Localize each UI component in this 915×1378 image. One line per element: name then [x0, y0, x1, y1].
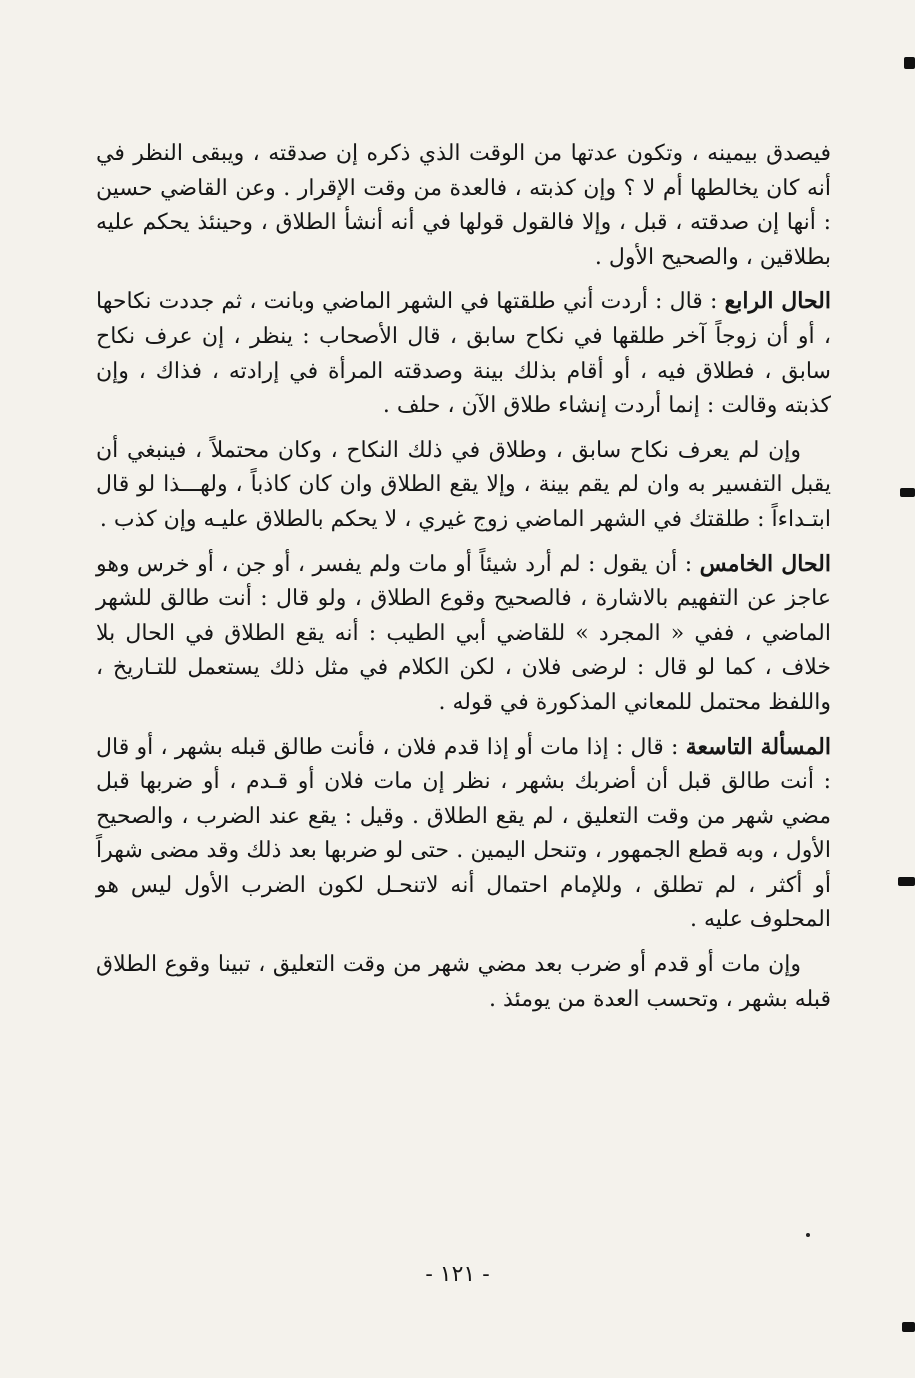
paragraph-text: : قال : إذا مات أو إذا قدم فلان ، فأنت طالق قبله بشهر ، أو قال : أنت طالق قبل أن أضربك بشهر ، نظر إن مات فلان أو قـدم ، أو ضربها قبل مضي شهر من وقت التعليق ، لم يقع الطلاق . وقيل : يقع عند الضرب ، والصحيح الأول ، وبه قطع الجمهور ، وتنحل اليمين . حتى لو ضربها بعد ذلك وقد مضى شهراً أو أكثر ، لم تطلق ، وللإمام احتمال أنه لاتنحـل لكون الضرب الأول ليس هو المحلوف عليه .: [96, 734, 831, 933]
paragraph-text: فيصدق بيمينه ، وتكون عدتها من الوقت الذي ذكره إن صدقته ، ويبقى النظر في أنه كان يخالطها أم لا ؟ وإن كذبته ، فالعدة من وقت الإقرار . وعن القاضي حسين : أنها إن صدقته ، قبل ، وإلا فالقول قولها في أنه أنشأ الطلاق ، وحينئذ يحكم عليه بطلاقين ، والصحيح الأول .: [96, 141, 831, 270]
margin-mark: [902, 1322, 915, 1332]
paragraph-4: [96, 547, 831, 721]
margin-mark: [904, 57, 915, 69]
paragraph-text: : قال : أردت أني طلقتها في الشهر الماضي وبانت ، ثم جددت نكاحها ، أو أن زوجاً آخر طلقها في نكاح سابق ، قال الأصحاب : ينظر ، إن عرف نكاح سابق ، فطلاق فيه ، أو أقام بذلك بينة وصدقته المرأة في إرادته ، فذاك ، وإن كذبته وقالت : إنما أردت إنشاء طلاق الآن ، حلف .: [96, 289, 831, 419]
paragraph-6: [96, 947, 831, 1017]
page-body: [96, 136, 831, 1026]
paragraph-5: [96, 730, 831, 939]
paragraph-heading: الحال الخامس: [699, 550, 831, 577]
paragraph-text: وإن لم يعرف نكاح سابق ، وطلاق في ذلك النكاح ، وكان محتملاً ، فينبغي أن يقبل التفسير به وان لم يقم بينة ، وإلا يقع الطلاق وان كان كاذباً ، ولهـــذا لو قال ابتـداءاً : طلقتك في الشهر الماضي زوج غيري ، لا يحكم بالطلاق عليـه وإن كذب .: [96, 437, 831, 532]
paragraph-heading: المسألة التاسعة: [685, 733, 831, 760]
paragraph-heading: الحال الرابع: [724, 288, 831, 315]
paragraph-1: [96, 136, 831, 275]
margin-mark: [898, 877, 915, 886]
paragraph-2: [96, 284, 831, 423]
margin-mark: [900, 488, 915, 497]
paragraph-text: : أن يقول : لم أرد شيئاً أو مات ولم يفسر ، أو جن ، أو خرس وهو عاجز عن التفهيم بالاشارة ، فالصحيح وقوع الطلاق ، ولو قال : أنت طالق للشهر الماضي ، ففي « المجرد » للقاضي أبي الطيب : أنه يقع الطلاق في الحال بلا خلاف ، كما لو قال : لرضى فلان ، لكن الكلام في مثل ذلك يستعمل للتـاريخ ، واللفظ محتمل للمعاني المذكورة في قوله .: [96, 551, 831, 715]
page-number: - ١٢١ -: [425, 1262, 490, 1287]
paragraph-3: [96, 433, 831, 538]
paragraph-text: وإن مات أو قدم أو ضرب بعد مضي شهر من وقت التعليق ، تبينا وقوع الطلاق قبله بشهر ، وتحسب العدة من يومئذ .: [96, 952, 831, 1012]
ink-speck: [806, 1233, 810, 1237]
